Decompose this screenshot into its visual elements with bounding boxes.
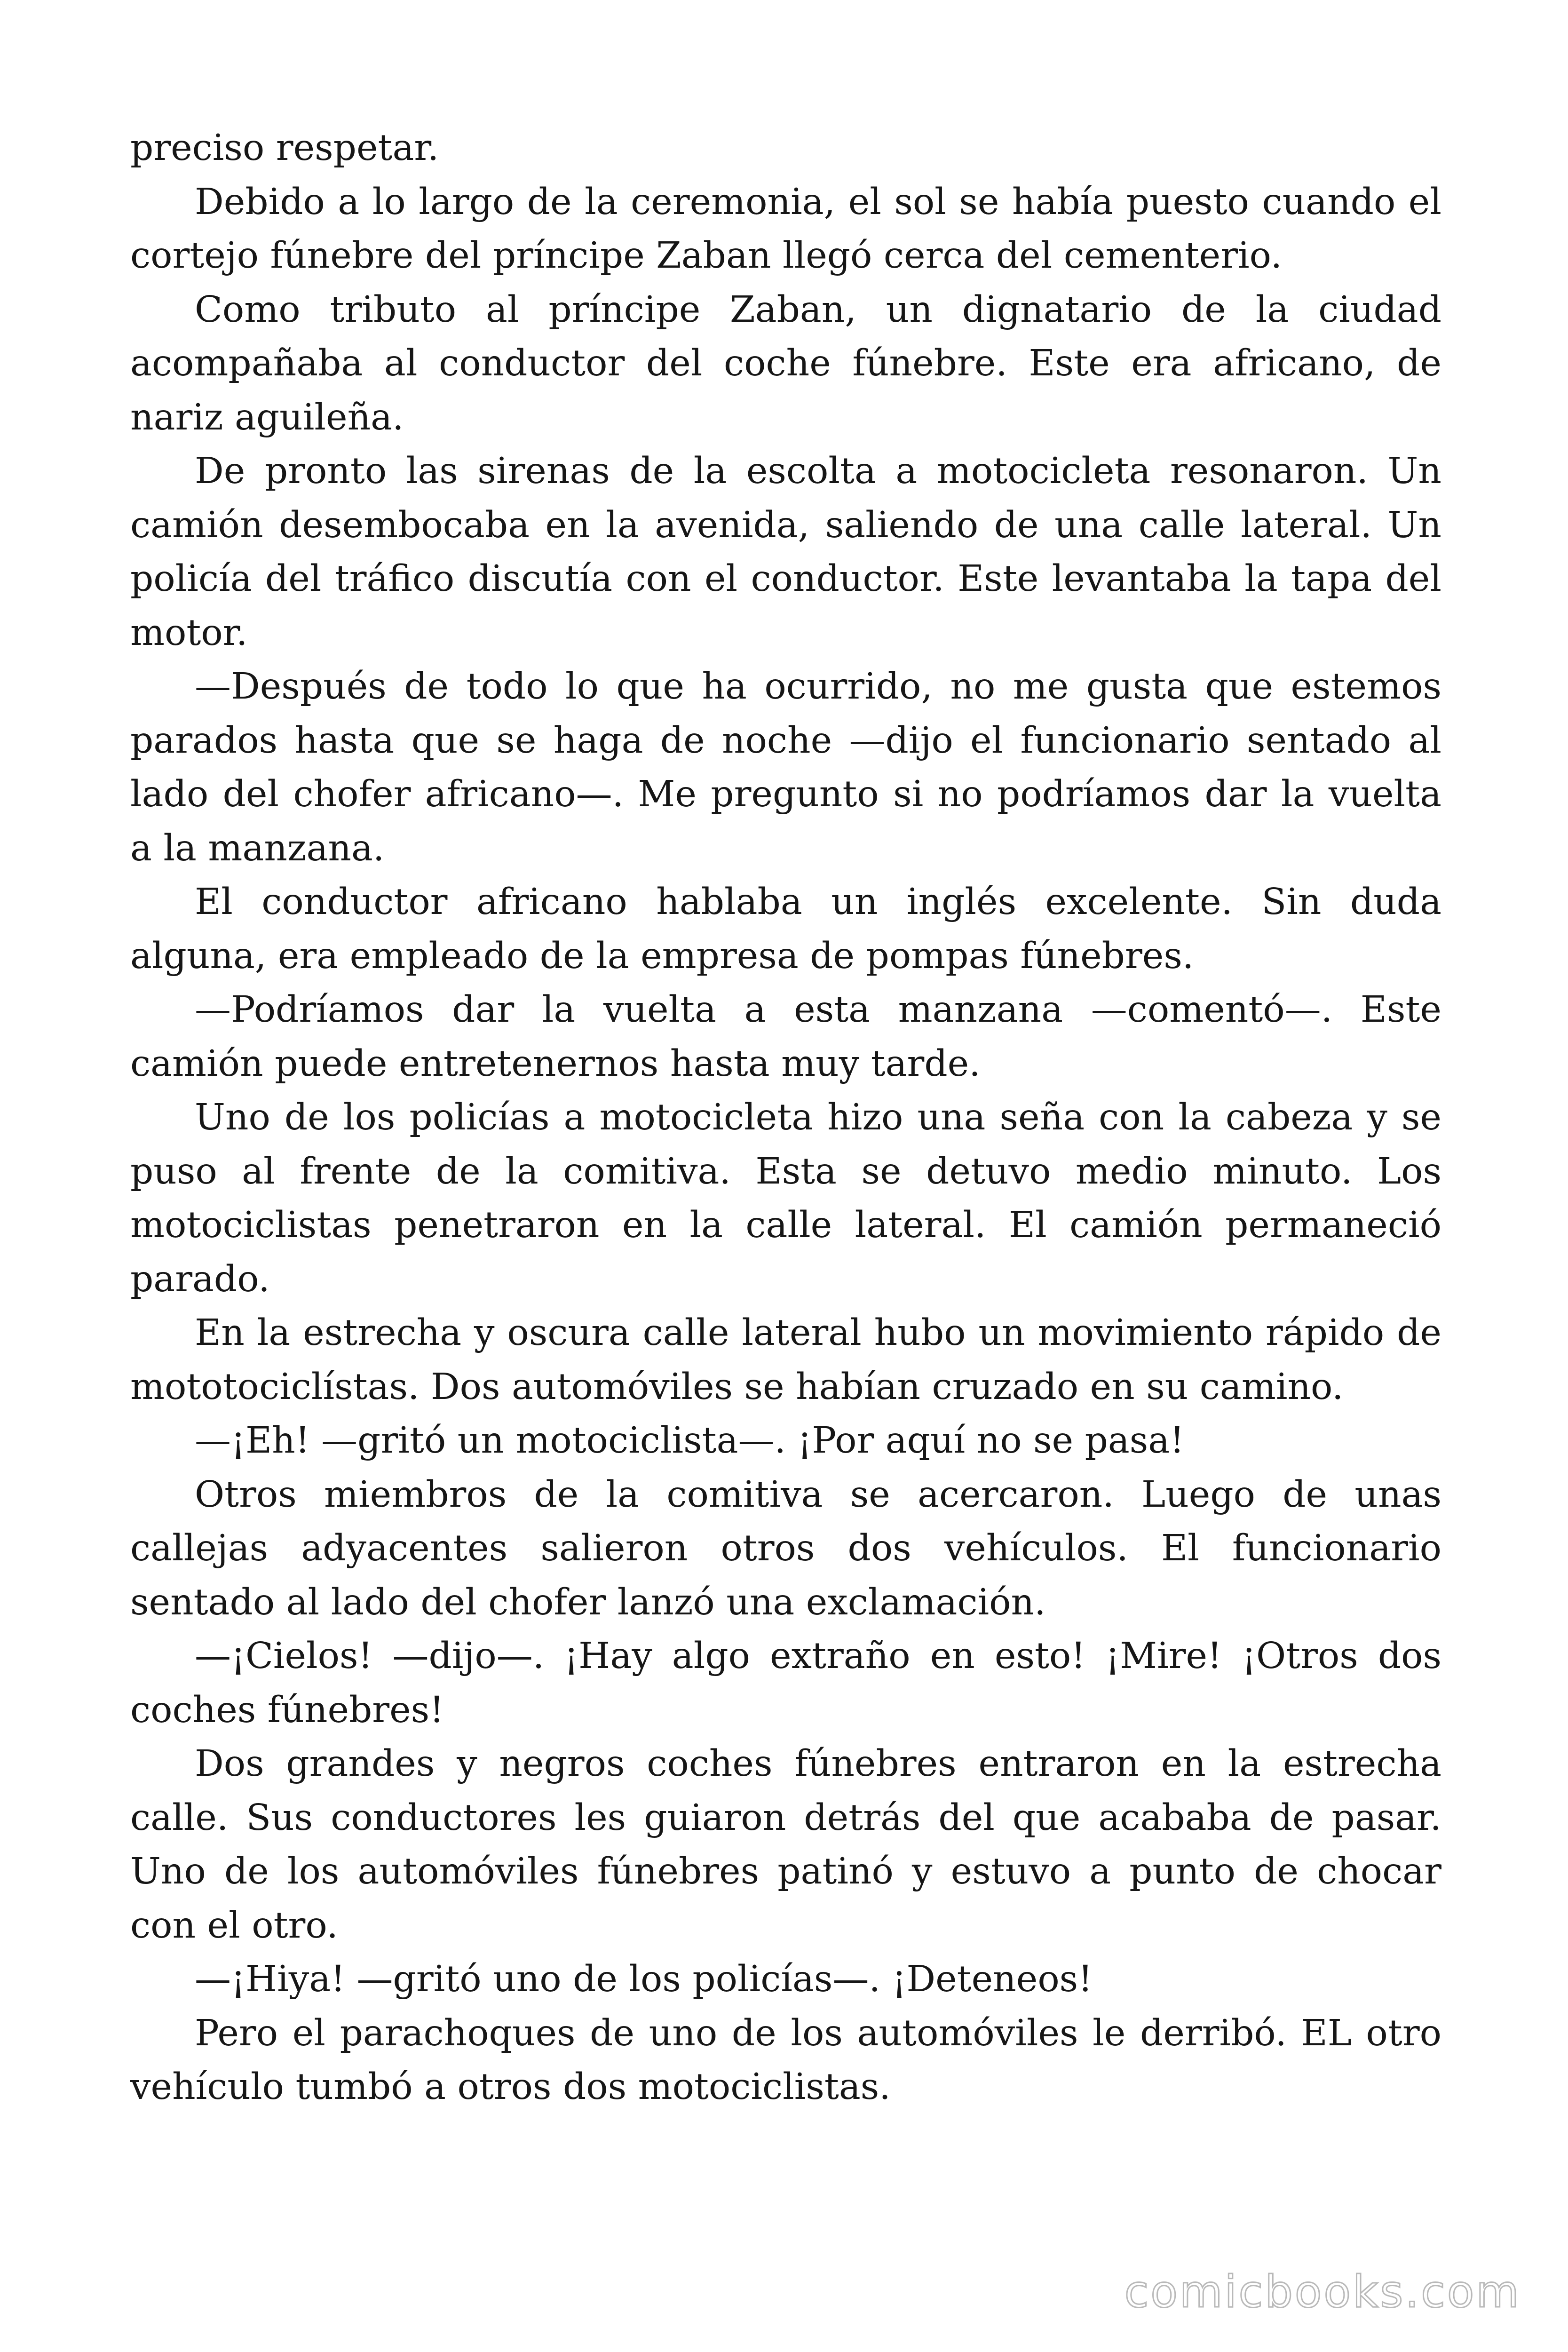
paragraph-15: Pero el parachoques de uno de los automóviles le derribó. EL otro vehículo tumbó a otros dos motociclistas. <box>130 2012 1441 2108</box>
paragraph-4: De pronto las sirenas de la escolta a motocicleta resonaron. Un camión desembocaba en la avenida, saliendo de una calle lateral. Un policía del tráfico discutía con el conductor. Este levantaba la tapa del motor. <box>130 450 1441 654</box>
page-body <box>130 121 1441 2114</box>
paragraph-5: —Después de todo lo que ha ocurrido, no me gusta que estemos parados hasta que se haga de noche —dijo el funcionario sentado al lado del chofer africano—. Me pregunto si no podríamos dar la vuelta a la manzana. <box>130 666 1441 869</box>
paragraph-10: —¡Eh! —gritó un motociclista—. ¡Por aquí no se pasa! <box>195 1420 1185 1462</box>
paragraph-2: Debido a lo largo de la ceremonia, el sol se había puesto cuando el cortejo fúnebre del príncipe Zaban llegó cerca del cementerio. <box>130 181 1441 277</box>
paragraph-9: En la estrecha y oscura calle lateral hubo un movimiento rápido de mototociclístas. Dos automóviles se habían cruzado en su camino. <box>130 1312 1441 1408</box>
watermark: comicbooks.com <box>1124 2266 1521 2318</box>
paragraph-13: Dos grandes y negros coches fúnebres entraron en la estrecha calle. Sus conductores les guiaron detrás del que acababa de pasar. Uno de los automóviles fúnebres patinó y estuvo a punto de chocar con el otro. <box>130 1743 1441 1947</box>
paragraph-7: —Podríamos dar la vuelta a esta manzana —comentó—. Este camión puede entretenernos hasta muy tarde. <box>130 989 1441 1085</box>
paragraph-12: —¡Cielos! —dijo—. ¡Hay algo extraño en esto! ¡Mire! ¡Otros dos coches fúnebres! <box>130 1635 1441 1731</box>
paragraph-8: Uno de los policías a motocicleta hizo una seña con la cabeza y se puso al frente de la comitiva. Esta se detuvo medio minuto. Los motociclistas penetraron en la calle lateral. El camión permaneció parado. <box>130 1097 1441 1300</box>
paragraph-3: Como tributo al príncipe Zaban, un dignatario de la ciudad acompañaba al conductor del coche fúnebre. Este era africano, de nariz aguileña. <box>130 288 1441 438</box>
paragraph-1: preciso respetar. <box>130 127 439 169</box>
paragraph-14: —¡Hiya! —gritó uno de los policías—. ¡Deteneos! <box>195 1958 1093 2000</box>
paragraph-11: Otros miembros de la comitiva se acercaron. Luego de unas callejas adyacentes salieron otros dos vehículos. El funcionario sentado al lado del chofer lanzó una exclamación. <box>130 1473 1441 1623</box>
paragraph-6: El conductor africano hablaba un inglés excelente. Sin duda alguna, era empleado de la empresa de pompas fúnebres. <box>130 881 1441 977</box>
